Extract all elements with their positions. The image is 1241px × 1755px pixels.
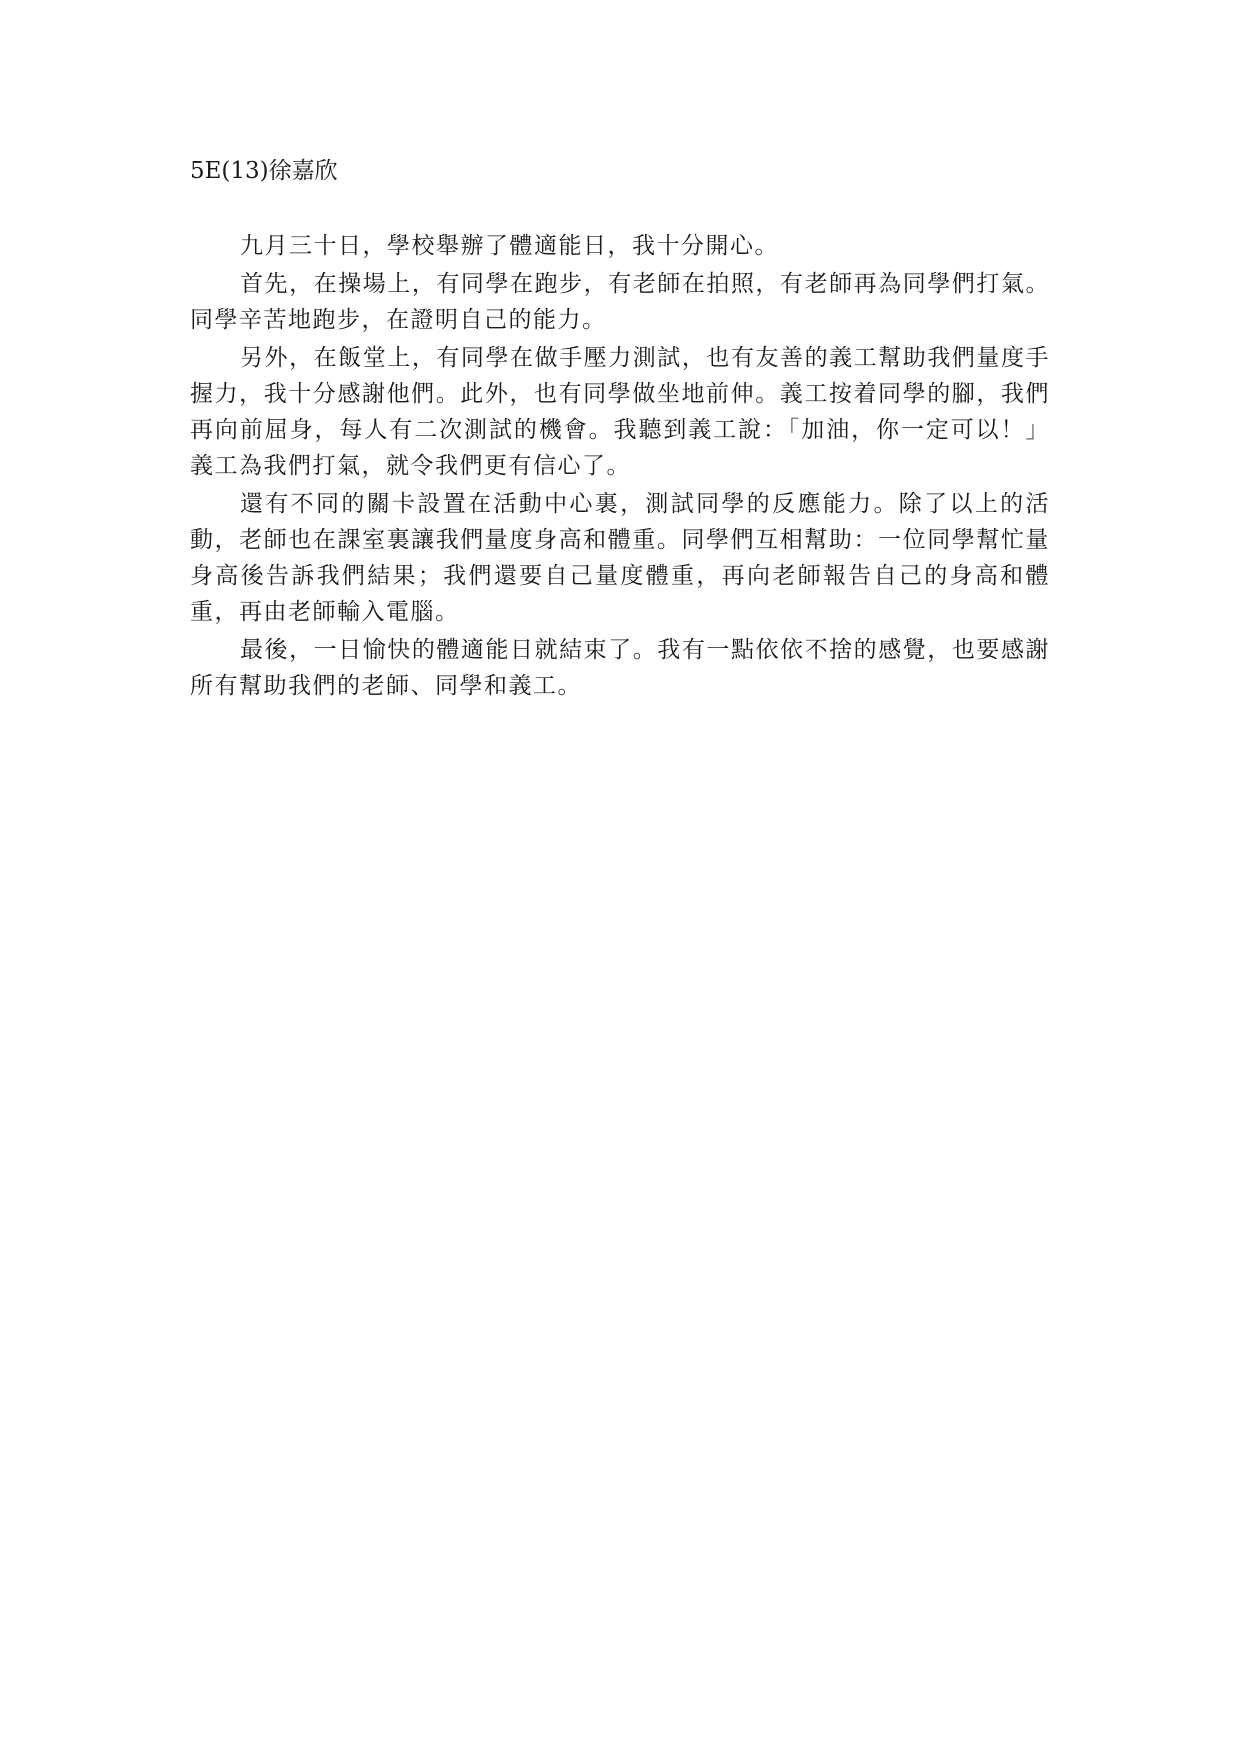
paragraph-5: 最後，一日愉快的體適能日就結束了。我有一點依依不捨的感覺，也要感謝所有幫助我們的老師、同學和義工。 [190, 637, 1050, 699]
paragraph-3: 另外，在飯堂上，有同學在做手壓力測試，也有友善的義工幫助我們量度手握力，我十分感謝他們。此外，也有同學做坐地前伸。義工按着同學的腳，我們再向前屈身，每人有二次測試的機會。我聽到義工說：「加油，你一定可以！」義工為我們打氣，就令我們更有信心了。 [190, 345, 1050, 479]
essay-body [190, 228, 1050, 706]
paragraph-4: 還有不同的關卡設置在活動中心裏，測試同學的反應能力。除了以上的活動，老師也在課室裏讓我們量度身高和體重。同學們互相幫助：一位同學幫忙量身高後告訴我們結果；我們還要自己量度體重，再向老師報告自己的身高和體重，再由老師輸入電腦。 [190, 491, 1050, 625]
paragraph-1: 九月三十日，學校舉辦了體適能日，我十分開心。 [240, 233, 779, 259]
paragraph-2: 首先，在操場上，有同學在跑步，有老師在拍照，有老師再為同學們打氣。同學辛苦地跑步，在證明自己的能力。 [190, 271, 1050, 333]
author-line: 5E(13)徐嘉欣 [190, 158, 338, 184]
